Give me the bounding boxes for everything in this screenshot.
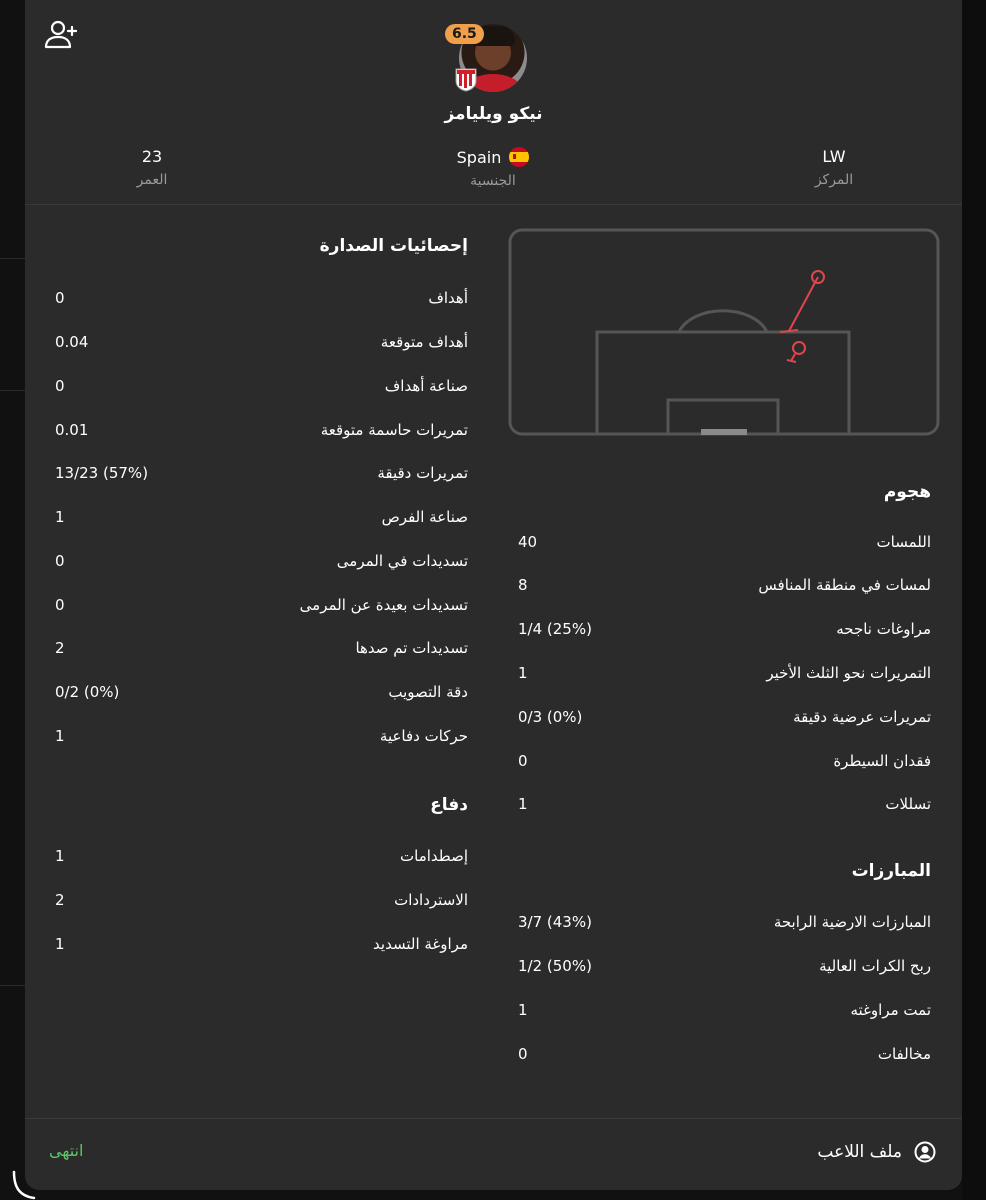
nationality-info — [425, 147, 561, 189]
stat-value: 0 — [55, 596, 65, 614]
stat-label: تمت مراوغته — [850, 1001, 931, 1019]
stat-label: تسديدات بعيدة عن المرمى — [299, 596, 468, 614]
goal-area — [668, 400, 778, 434]
stat-label: إصطدامات — [400, 847, 468, 865]
stat-label: تسديدات تم صدها — [355, 639, 468, 657]
stat-label: لمسات في منطقة المنافس — [758, 576, 931, 594]
stat-row — [55, 683, 468, 707]
stat-value: 1 — [55, 508, 65, 526]
stat-label: أهداف — [428, 289, 468, 307]
position-value: LW — [822, 147, 846, 166]
stat-value: 1 — [518, 1001, 528, 1019]
stat-row — [518, 752, 931, 776]
stat-value: 0/3 (0%) — [518, 708, 583, 726]
stat-label: المبارزات الارضية الرابحة — [773, 913, 931, 931]
stat-label: تمريرات حاسمة متوقعة — [320, 421, 468, 439]
modal-footer — [25, 1118, 962, 1190]
duels-title: المبارزات — [851, 861, 931, 881]
backdrop-right-edge — [962, 0, 986, 1200]
top-stats-title: إحصائيات الصدارة — [319, 236, 468, 256]
nationality-row — [425, 147, 561, 167]
shot-trajectory-line — [791, 354, 795, 361]
stat-row — [518, 795, 931, 819]
stat-value: 0 — [518, 1045, 528, 1063]
age-info — [93, 147, 211, 188]
stat-label: تمريرات دقيقة — [377, 464, 468, 482]
stat-label: مخالفات — [877, 1045, 931, 1063]
shot-map-pitch[interactable] — [508, 228, 940, 436]
penalty-box — [597, 332, 849, 434]
backdrop-divider — [0, 390, 26, 391]
stat-value: 3/7 (43%) — [518, 913, 592, 931]
shot-block-mark — [787, 360, 796, 362]
stat-value: 2 — [55, 891, 65, 909]
stat-label: مراوغات ناجحه — [836, 620, 931, 638]
player-avatar-group — [445, 24, 529, 94]
nationality-label: الجنسية — [470, 173, 516, 189]
stat-value: 1/4 (25%) — [518, 620, 592, 638]
rating-badge: 6.5 — [445, 24, 484, 44]
backdrop-divider — [0, 985, 26, 986]
stat-row — [518, 533, 931, 557]
stat-value: 0.04 — [55, 333, 89, 351]
stat-row — [55, 421, 468, 445]
stat-row — [55, 464, 468, 488]
stat-label: تسديدات في المرمى — [336, 552, 468, 570]
stat-row — [55, 289, 468, 313]
position-label: المركز — [814, 172, 854, 188]
position-info — [770, 147, 898, 188]
done-button[interactable]: انتهى — [49, 1141, 84, 1160]
stat-value: 40 — [518, 533, 538, 551]
stat-label: التمريرات نحو الثلث الأخير — [766, 664, 931, 682]
stat-value: 0 — [518, 752, 528, 770]
stat-value: 1 — [518, 664, 528, 682]
stat-row — [55, 727, 468, 751]
spain-flag-icon — [509, 147, 529, 167]
player-profile-button[interactable] — [817, 1141, 936, 1163]
stat-row — [518, 708, 931, 732]
stat-row — [55, 377, 468, 401]
stat-row — [55, 639, 468, 663]
stat-label: اللمسات — [876, 533, 931, 551]
shot-origin-marker — [793, 342, 805, 354]
stat-value: 0 — [55, 377, 65, 395]
stat-row — [518, 576, 931, 600]
goal-mouth — [701, 429, 747, 435]
nationality-value: Spain — [456, 147, 502, 167]
stat-value: 13/23 (57%) — [55, 464, 149, 482]
player-profile-icon — [914, 1141, 936, 1163]
player-stats-modal — [25, 0, 962, 1190]
player-header — [25, 0, 962, 205]
window-corner-mark — [10, 1170, 36, 1200]
stat-row — [518, 1045, 931, 1069]
stat-row — [518, 1001, 931, 1025]
club-badge-icon — [455, 68, 477, 92]
stat-row — [55, 596, 468, 620]
stat-row — [55, 508, 468, 532]
stat-row — [518, 620, 931, 644]
stat-value: 2 — [55, 639, 65, 657]
stat-label: صناعة أهداف — [384, 377, 468, 395]
stat-label: تمريرات عرضية دقيقة — [793, 708, 931, 726]
player-name: نيكو ويليامز — [444, 104, 543, 124]
age-value: 23 — [141, 147, 163, 166]
stat-row — [518, 664, 931, 688]
stat-value: 8 — [518, 576, 528, 594]
stat-row — [518, 957, 931, 981]
stat-row — [55, 552, 468, 576]
stat-label: الاستردادات — [394, 891, 468, 909]
backdrop-divider — [0, 258, 26, 259]
stat-label: ربح الكرات العالية — [819, 957, 931, 975]
stat-value: 1 — [55, 727, 65, 745]
attack-title: هجوم — [883, 482, 931, 502]
stat-value: 0 — [55, 552, 65, 570]
shot-trajectory-line — [789, 277, 818, 331]
stat-value: 1 — [55, 847, 65, 865]
age-label: العمر — [136, 172, 168, 188]
defense-title: دفاع — [430, 795, 468, 815]
stat-row — [518, 913, 931, 937]
stat-label: صناعة الفرص — [381, 508, 468, 526]
stat-row — [55, 333, 468, 357]
stat-label: أهداف متوقعة — [380, 333, 468, 351]
stat-value: 0.01 — [55, 421, 89, 439]
stat-label: فقدان السيطرة — [833, 752, 931, 770]
penalty-arc — [679, 311, 767, 332]
stat-value: 1 — [55, 935, 65, 953]
stat-row — [55, 891, 468, 915]
stat-label: حركات دفاعية — [379, 727, 468, 745]
stat-value: 0/2 (0%) — [55, 683, 120, 701]
stat-row — [55, 847, 468, 871]
player-profile-label: ملف اللاعب — [817, 1142, 902, 1162]
follow-user-icon[interactable] — [43, 20, 77, 50]
stat-label: دقة التصويب — [388, 683, 468, 701]
stat-row — [55, 935, 468, 959]
stat-value: 1 — [518, 795, 528, 813]
stat-label: مراوغة التسديد — [373, 935, 468, 953]
stat-value: 1/2 (50%) — [518, 957, 592, 975]
stat-value: 0 — [55, 289, 65, 307]
stat-label: تسللات — [885, 795, 931, 813]
